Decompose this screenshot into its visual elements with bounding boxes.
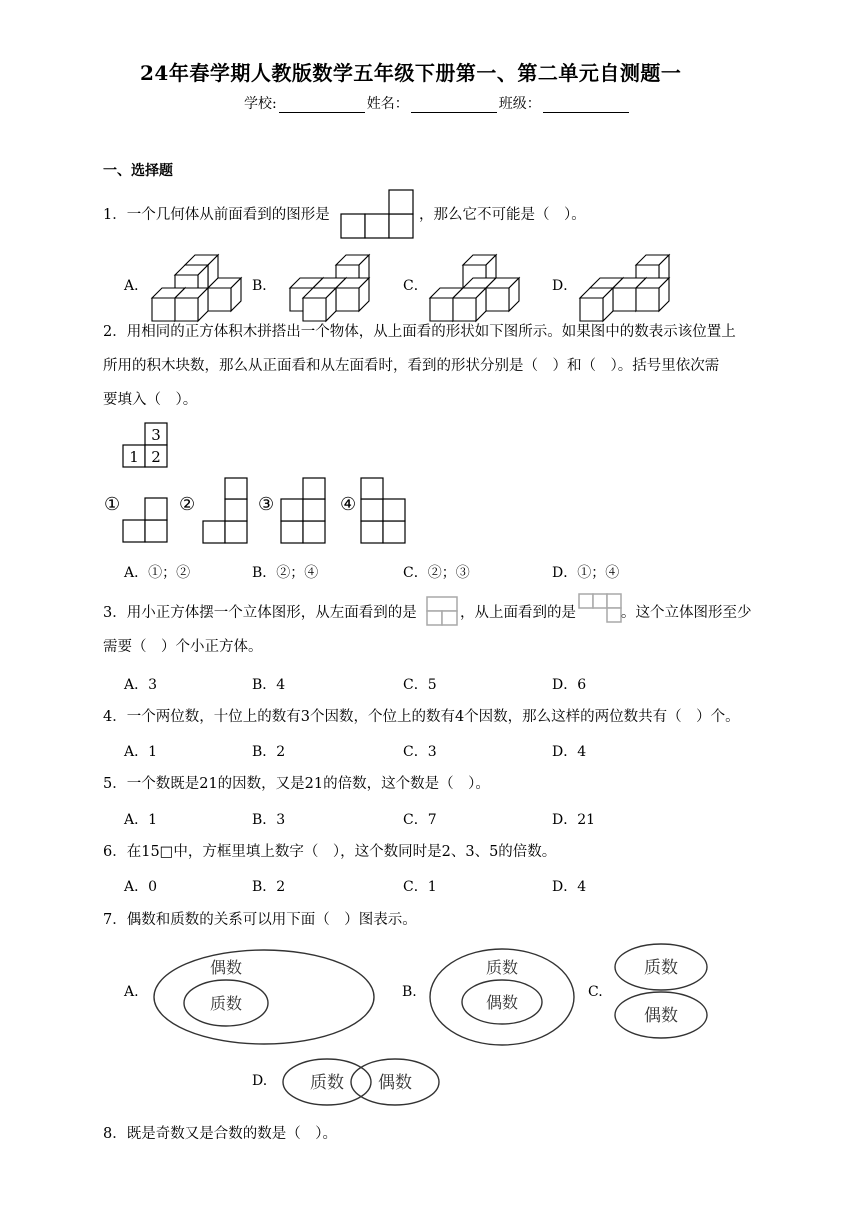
q2-option-a[interactable]: A．①；② — [124, 565, 191, 581]
q3-option-d[interactable]: D．6 — [552, 677, 587, 693]
q3-text-mid: ，从上面看到的是 — [460, 605, 576, 621]
q1-option-b-label[interactable]: B． — [252, 278, 277, 294]
bottom-label: 偶数 — [644, 1006, 678, 1026]
q2-figure-2-label: ② — [179, 494, 196, 515]
q8-text: 8．既是奇数又是合数的数是（ ）。 — [103, 1126, 337, 1142]
q5-option-b[interactable]: B．3 — [252, 812, 286, 828]
q7-option-d-diagram — [280, 1057, 450, 1109]
q2-figure-1 — [122, 497, 172, 547]
q4-option-b[interactable]: B．2 — [252, 744, 286, 760]
q2-option-d[interactable]: D．①；④ — [552, 565, 620, 581]
school-blank — [279, 98, 365, 113]
q4-option-a[interactable]: A．1 — [124, 744, 158, 760]
q2-figure-4 — [360, 477, 410, 547]
q2-figure-3-label: ③ — [258, 494, 275, 515]
grid-number-2: 2 — [151, 448, 161, 466]
q2-line-2: 所用的积木块数，那么从正面看和从左面看时，看到的形状分别是（ ）和（ ）。括号里依次需 — [103, 358, 720, 374]
q1-text-pre: 1．一个几何体从前面看到的图形是 — [103, 207, 330, 223]
q2-figure-2 — [202, 477, 252, 547]
q1-option-a-figure — [150, 250, 240, 310]
q5-text: 5．一个数既是21的因数，又是21的倍数，这个数是（ ）。 — [103, 776, 490, 792]
inner-label: 偶数 — [485, 993, 519, 1012]
top-label: 质数 — [644, 958, 678, 978]
q1-option-b-figure — [278, 250, 368, 310]
q1-option-a-label[interactable]: A． — [124, 278, 149, 294]
left-label: 质数 — [310, 1073, 344, 1093]
q1-option-c-label[interactable]: C． — [403, 278, 428, 294]
right-label: 偶数 — [378, 1073, 412, 1093]
q1-option-c-figure — [428, 250, 518, 310]
q3-option-b[interactable]: B．4 — [252, 677, 286, 693]
grid-number-3: 3 — [151, 426, 161, 444]
q5-option-a[interactable]: A．1 — [124, 812, 158, 828]
q4-option-c[interactable]: C．3 — [403, 744, 437, 760]
cube — [453, 288, 486, 321]
q3-left-view-figure — [426, 596, 460, 628]
q1-option-d-label[interactable]: D． — [552, 278, 578, 294]
grid-number-1: 1 — [129, 448, 139, 466]
q2-option-c[interactable]: C．②；③ — [403, 565, 470, 581]
q7-option-a-label[interactable]: A. — [124, 984, 139, 1000]
q2-figure-1-label: ① — [104, 494, 121, 515]
cube — [336, 278, 369, 311]
class-label: 班级： — [498, 96, 541, 112]
q3-line-2: 需要（ ）个小正方体。 — [103, 639, 263, 655]
cube — [208, 278, 241, 311]
q2-figure-3 — [280, 477, 330, 547]
outer-label: 质数 — [485, 958, 519, 977]
name-label: 姓名： — [366, 96, 409, 112]
q2-top-view-grid — [121, 422, 171, 468]
q3-text-post: 。这个立体图形至少 — [621, 605, 752, 621]
q3-option-c[interactable]: C．5 — [403, 677, 437, 693]
q6-option-b[interactable]: B．2 — [252, 879, 286, 895]
q1-option-d-figure — [578, 250, 668, 310]
outer-ellipse — [154, 950, 374, 1044]
q7-option-a-diagram — [150, 945, 390, 1045]
page-title: 24年春学期人教版数学五年级下册第一、第二单元自测题一 — [140, 61, 682, 85]
cube — [636, 278, 669, 311]
class-blank — [543, 98, 629, 113]
q2-line-1: 2．用相同的正方体积木拼搭出一个物体，从上面看的形状如下图所示。如果图中的数表示该位置上 — [103, 324, 736, 340]
q4-text: 4．一个两位数，十位上的数有3个因数，个位上的数有4个因数，那么这样的两位数共有（ ）个。 — [103, 709, 740, 725]
cube — [303, 288, 336, 321]
q7-option-b-diagram — [428, 945, 588, 1045]
cube — [580, 288, 613, 321]
q7-option-c-label[interactable]: C. — [588, 984, 603, 1000]
q4-option-d[interactable]: D．4 — [552, 744, 587, 760]
name-blank — [411, 98, 497, 113]
student-info-line — [244, 93, 631, 113]
q5-option-c[interactable]: C．7 — [403, 812, 437, 828]
q2-line-3: 要填入（ ）。 — [103, 392, 198, 408]
q7-text: 7．偶数和质数的关系可以用下面（ ）图表示。 — [103, 912, 417, 928]
cube — [486, 278, 519, 311]
q6-option-c[interactable]: C．1 — [403, 879, 437, 895]
q6-option-d[interactable]: D．4 — [552, 879, 587, 895]
q2-figure-4-label: ④ — [340, 494, 357, 515]
outer-label: 偶数 — [209, 958, 243, 977]
q7-option-b-label[interactable]: B. — [402, 984, 417, 1000]
cube — [175, 288, 208, 321]
q3-option-a[interactable]: A．3 — [124, 677, 158, 693]
q3-top-view-figure — [577, 592, 623, 624]
inner-label: 质数 — [209, 994, 243, 1013]
school-label: 学校: — [244, 96, 277, 112]
q5-option-d[interactable]: D．21 — [552, 812, 596, 828]
q7-option-c-diagram — [612, 942, 712, 1047]
q2-option-b[interactable]: B．②；④ — [252, 565, 319, 581]
q3-text-pre: 3．用小正方体摆一个立体图形，从左面看到的是 — [103, 605, 417, 621]
q1-text-post: ，那么它不可能是（ ）。 — [419, 207, 586, 223]
q7-option-d-label[interactable]: D. — [252, 1073, 268, 1089]
q6-text: 6．在15□中，方框里填上数字（ ），这个数同时是2、3、5的倍数。 — [103, 844, 557, 860]
section-heading: 一、选择题 — [103, 163, 173, 179]
q6-option-a[interactable]: A．0 — [124, 879, 158, 895]
q1-front-view-figure — [340, 188, 420, 240]
